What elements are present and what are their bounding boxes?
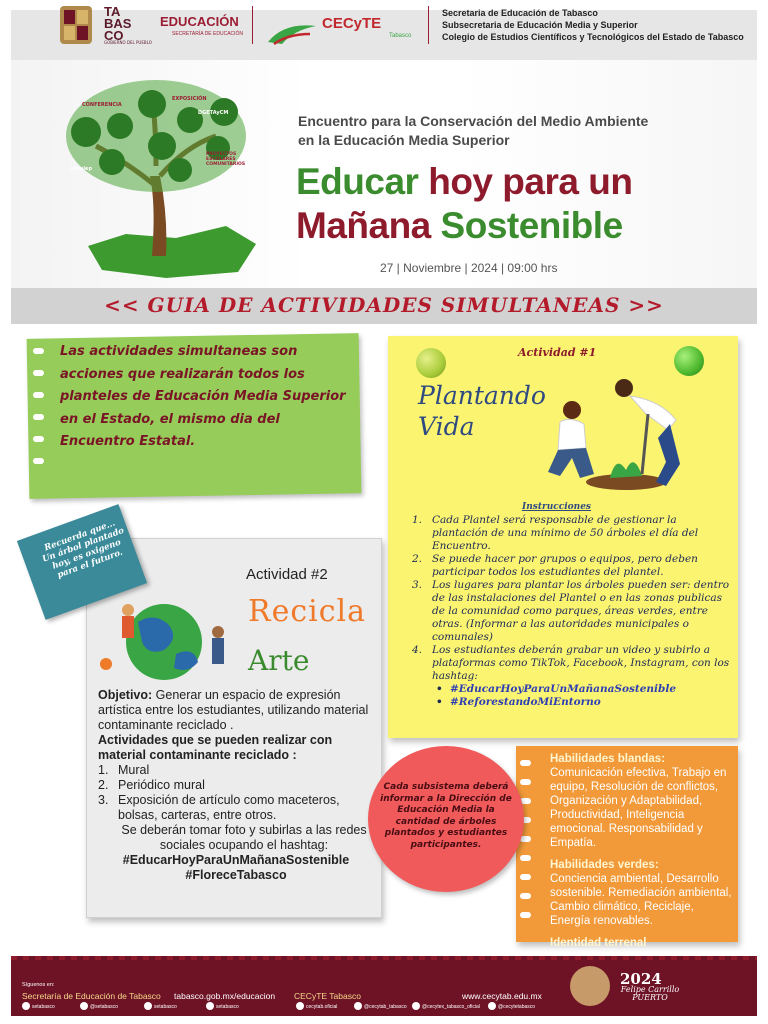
activity1-label: Actividad #1 xyxy=(518,346,597,359)
cecyte-logo-text: CECyTE xyxy=(322,15,382,32)
education-logo-sub: SECRETARÍA DE EDUCACIÓN xyxy=(172,31,244,37)
hashtag: • #EducarHoyParaUnMañanaSostenible xyxy=(432,683,732,696)
objective: Objetivo: Generar un espacio de expresión artística entre los estudiantes, utilizando material contaminante reciclado . xyxy=(98,688,369,732)
social-handle[interactable]: cecytab.oficial xyxy=(306,1004,338,1010)
footer-year: 2024 xyxy=(620,970,662,988)
instagram-icon[interactable] xyxy=(144,1002,152,1010)
tree-illustration-icon xyxy=(56,66,286,280)
facebook-icon[interactable] xyxy=(22,1002,30,1010)
activities-heading: Actividades que se pueden realizar con material contaminante reciclado : xyxy=(98,733,333,762)
footer-felipe: Felipe Carrillo PUERTO xyxy=(620,985,680,1002)
tree-label-projects: PROYECTOS ESCOLARES COMUNITARIOS xyxy=(206,152,246,167)
banner-subtitle-line: en la Educación Media Superior xyxy=(298,132,510,148)
recycling-globe-icon xyxy=(98,592,244,682)
green-skills-heading: Habilidades verdes: xyxy=(550,859,659,871)
cecyte-swirl-icon xyxy=(264,20,320,48)
planting-people-icon xyxy=(530,374,710,492)
footer-cecyte-link[interactable]: CECyTE Tabasco xyxy=(294,991,361,1001)
list-item: 3. Exposición de artículo como maceteros, bolsas, carteras, entre otros. xyxy=(98,793,340,822)
hashtag: #EducarHoyParaUnMañanaSostenible xyxy=(122,853,350,867)
hashtag: #FloreceTabasco xyxy=(185,868,287,882)
tree-label-conference: CONFERENCIA xyxy=(82,102,122,108)
activity1-title: Plantando Vida xyxy=(418,381,546,441)
report-text: Cada subsistema deberá informar a la Dirección de Educación Media la cantidad de árboles plantados y estudiantes participantes. xyxy=(380,782,512,850)
footer-web-link[interactable]: tabasco.gob.mx/educacion xyxy=(174,991,276,1001)
cecyte-logo-sub: Tabasco xyxy=(389,33,412,39)
footer-border xyxy=(11,956,757,960)
org-line: Colegio de Estudios Científicos y Tecnológicos del Estado de Tabasco xyxy=(442,32,744,42)
soft-skills-text: Comunicación efectiva, Trabajo en equipo, Resolución de conflictos, Organización y Adaptabilidad, Productividad, Inteligencia emocional. Responsabilidad y Empatía. xyxy=(550,767,727,849)
title-word: Mañana xyxy=(296,205,431,246)
title-word: Sostenible xyxy=(440,205,623,246)
footer-web-link[interactable]: www.cecytab.edu.mx xyxy=(462,991,542,1001)
social-handle[interactable]: @cecytab_tabasco xyxy=(364,1004,407,1010)
tabasco-logo-sub: GOBIERNO DEL PUEBLO xyxy=(104,40,152,45)
list-item: 4. Los estudiantes deberán grabar un video y subirlo a plataformas como TikTok, Facebook, Instagram, con los hashtag: xyxy=(412,644,730,682)
org-line: Secretaria de Educación de Tabasco xyxy=(442,8,598,18)
list-item: 2. Periódico mural xyxy=(98,778,205,792)
tabasco-crest-icon xyxy=(52,4,100,46)
social-handle[interactable]: @setabasco xyxy=(90,1004,118,1010)
social-handle[interactable]: setabasco xyxy=(32,1004,55,1010)
tiktok-icon[interactable] xyxy=(488,1002,496,1010)
activity2-title-part2: Arte xyxy=(248,644,310,677)
tabasco-logo-text: TA BAS CO xyxy=(104,4,132,43)
note-holes xyxy=(520,760,534,931)
instagram-icon[interactable] xyxy=(412,1002,420,1010)
x-icon[interactable] xyxy=(80,1002,88,1010)
activity2-label: Actividad #2 xyxy=(246,566,328,583)
activity2-body xyxy=(98,688,374,883)
green-skills-text: Conciencia ambiental, Desarrollo sostenible. Remediación ambiental, Cambio climático, Reciclaje, Energía renovables. xyxy=(550,873,732,927)
hashtag-list xyxy=(408,683,732,709)
list-item: 2. Se puede hacer por grupos o equipos, pero deben participar todos los estudiantes del plantel. xyxy=(412,553,698,578)
skills-text xyxy=(550,752,736,950)
list-item: 1. Mural xyxy=(98,763,150,777)
social-handle[interactable]: setabasco xyxy=(154,1004,177,1010)
header-divider xyxy=(428,6,429,44)
event-date: 27 | Noviembre | 2024 | 09:00 hrs xyxy=(380,261,558,275)
guide-title: << GUIA DE ACTIVIDADES SIMULTANEAS >> xyxy=(104,293,664,317)
decorative-ball-icon xyxy=(674,346,704,376)
youtube-icon[interactable] xyxy=(206,1002,214,1010)
activity2-title-part1: Recicla xyxy=(248,594,367,629)
education-logo-title: EDUCACIÓN xyxy=(160,14,239,29)
x-icon[interactable] xyxy=(354,1002,362,1010)
footer-sec-link[interactable]: Secretaría de Educación de Tabasco xyxy=(22,991,161,1001)
social-handle[interactable]: @cecytetabasco xyxy=(498,1004,536,1010)
facebook-icon[interactable] xyxy=(296,1002,304,1010)
soft-skills-heading: Habilidades blandas: xyxy=(550,753,666,765)
activity2-note-text: Se deberán tomar foto y subirlas a las redes sociales ocupando el hashtag: xyxy=(121,823,367,852)
list-item: 1. Cada Plantel será responsable de gestionar la plantación de una mínimo de 50 árboles el día del Encuentro. xyxy=(412,514,699,552)
header-divider xyxy=(252,6,253,44)
identity-heading: Identidad terrenal xyxy=(550,937,647,949)
note-holes xyxy=(33,348,47,480)
organization-lines xyxy=(442,7,744,43)
title-word: hoy para un xyxy=(428,161,633,202)
instructions-list xyxy=(408,514,732,709)
org-line: Subsecretaria de Educación Media y Superior xyxy=(442,20,638,30)
activities-list xyxy=(98,763,374,823)
portrait-icon xyxy=(570,966,610,1006)
decorative-ball-icon xyxy=(416,348,446,378)
tree-label-conalep: conalep xyxy=(70,166,93,172)
instructions-heading: Instrucciones xyxy=(522,502,591,512)
social-handle[interactable]: setabasco xyxy=(216,1004,239,1010)
title-word: Educar xyxy=(296,161,419,202)
banner-title xyxy=(296,160,632,248)
banner-subtitle-line: Encuentro para la Conservación del Medio Ambiente xyxy=(298,113,649,129)
hashtag: • #ReforestandoMiEntorno xyxy=(432,696,732,709)
social-handle[interactable]: @cecytex_tabasco_oficial xyxy=(422,1004,480,1010)
list-item: 3. Los lugares para plantar los árboles pueden ser: dentro de las instalaciones del Plantel o en las zonas publicas de la comunidad como parques, áreas verdes, entre otras. (Informar a las autoridades municipales o comunales) xyxy=(412,579,730,643)
intro-text: Las actividades simultaneas son acciones que realizarán todos los planteles de Educación Media Superior en el Estado, el mismo dia del Encuentro Estatal. xyxy=(60,344,346,449)
guide-strip xyxy=(11,288,757,324)
reminder-text: Recuerda que... Un árbol plantado hoy, es oxigeno para el futuro. xyxy=(41,518,126,581)
tree-label-exposition: EXPOSICIÓN xyxy=(172,96,207,102)
footer-follow: Síguenos en: xyxy=(22,982,55,988)
banner-subtitle xyxy=(298,112,648,150)
tree-label-dgeti: DGETAyCM xyxy=(198,110,229,116)
